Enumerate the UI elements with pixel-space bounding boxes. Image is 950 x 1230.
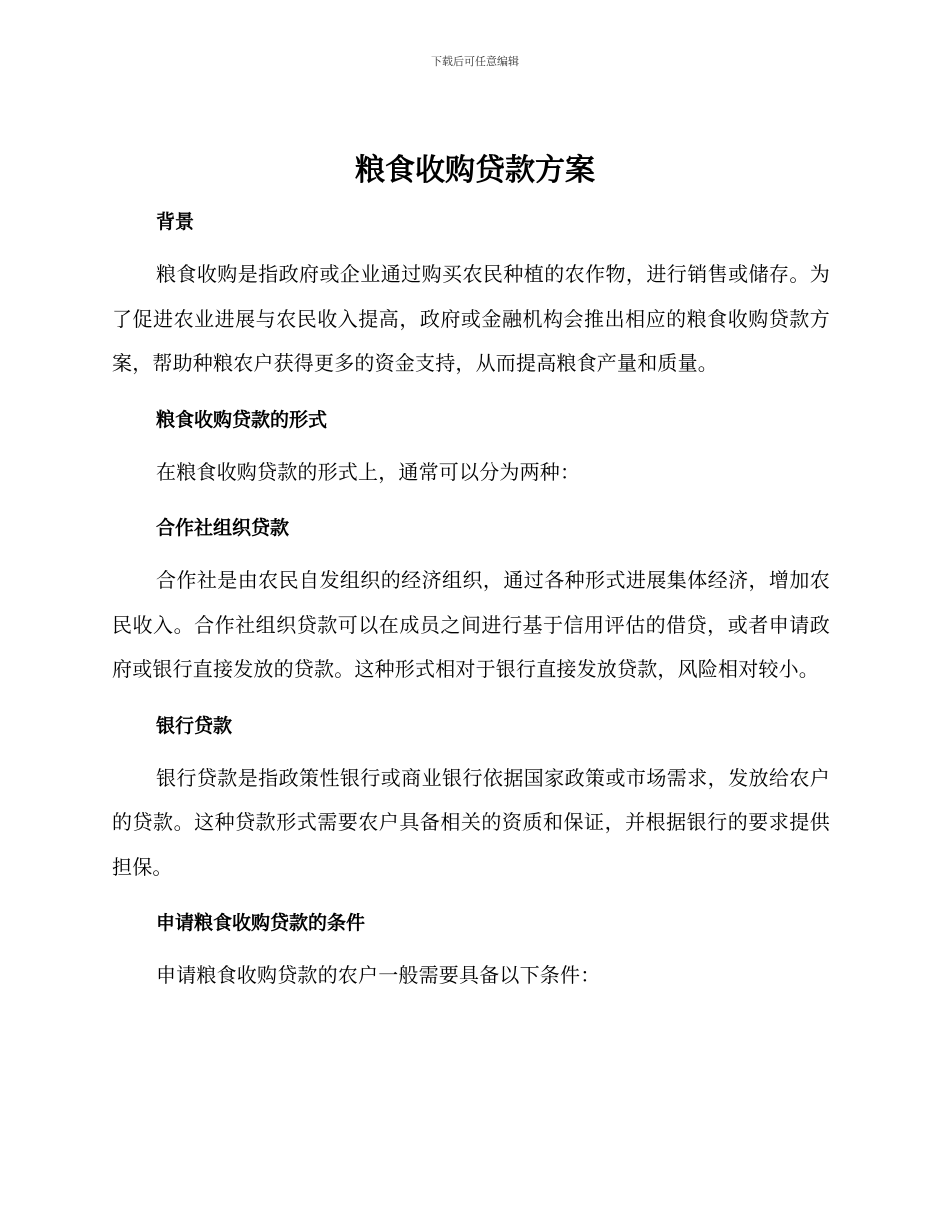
paragraph: 粮食收购是指政府或企业通过购买农民种植的农作物，进行销售或储存。为了促进农业进展与农民收入提高，政府或金融机构会推出相应的粮食收购贷款方案，帮助种粮农户获得更多的资金支持，从而提高粮食产量和质量。: [112, 262, 830, 375]
section-heading: 合作社组织贷款: [156, 517, 290, 539]
paragraph: 申请粮食收购贷款的农户一般需要具备以下条件：: [156, 963, 601, 987]
section-application-conditions: [112, 901, 830, 998]
header-note: 下载后可任意编辑: [431, 55, 519, 68]
section-bank-loan: [112, 704, 830, 890]
document-body: [112, 200, 830, 998]
paragraph: 在粮食收购贷款的形式上，通常可以分为两种：: [156, 459, 581, 484]
section-loan-forms: [112, 398, 830, 495]
section-background: [112, 200, 830, 386]
document-title: 粮食收购贷款方案: [355, 153, 595, 188]
section-heading: 背景: [156, 211, 195, 233]
section-heading: 申请粮食收购贷款的条件: [156, 912, 366, 934]
paragraph: 银行贷款是指政策性银行或商业银行依据国家政策或市场需求，发放给农户的贷款。这种贷款形式需要农户具备相关的资质和保证，并根据银行的要求提供担保。: [112, 765, 830, 879]
paragraph: 合作社是由农民自发组织的经济组织，通过各种形式进展集体经济，增加农民收入。合作社组织贷款可以在成员之间进行基于信用评估的借贷，或者申请政府或银行直接发放的贷款。这种形式相对于银行直接发放贷款，风险相对较小。: [112, 568, 830, 681]
section-cooperative-loan: [112, 506, 830, 692]
section-heading: 银行贷款: [156, 714, 233, 737]
section-heading: 粮食收购贷款的形式: [156, 408, 328, 431]
